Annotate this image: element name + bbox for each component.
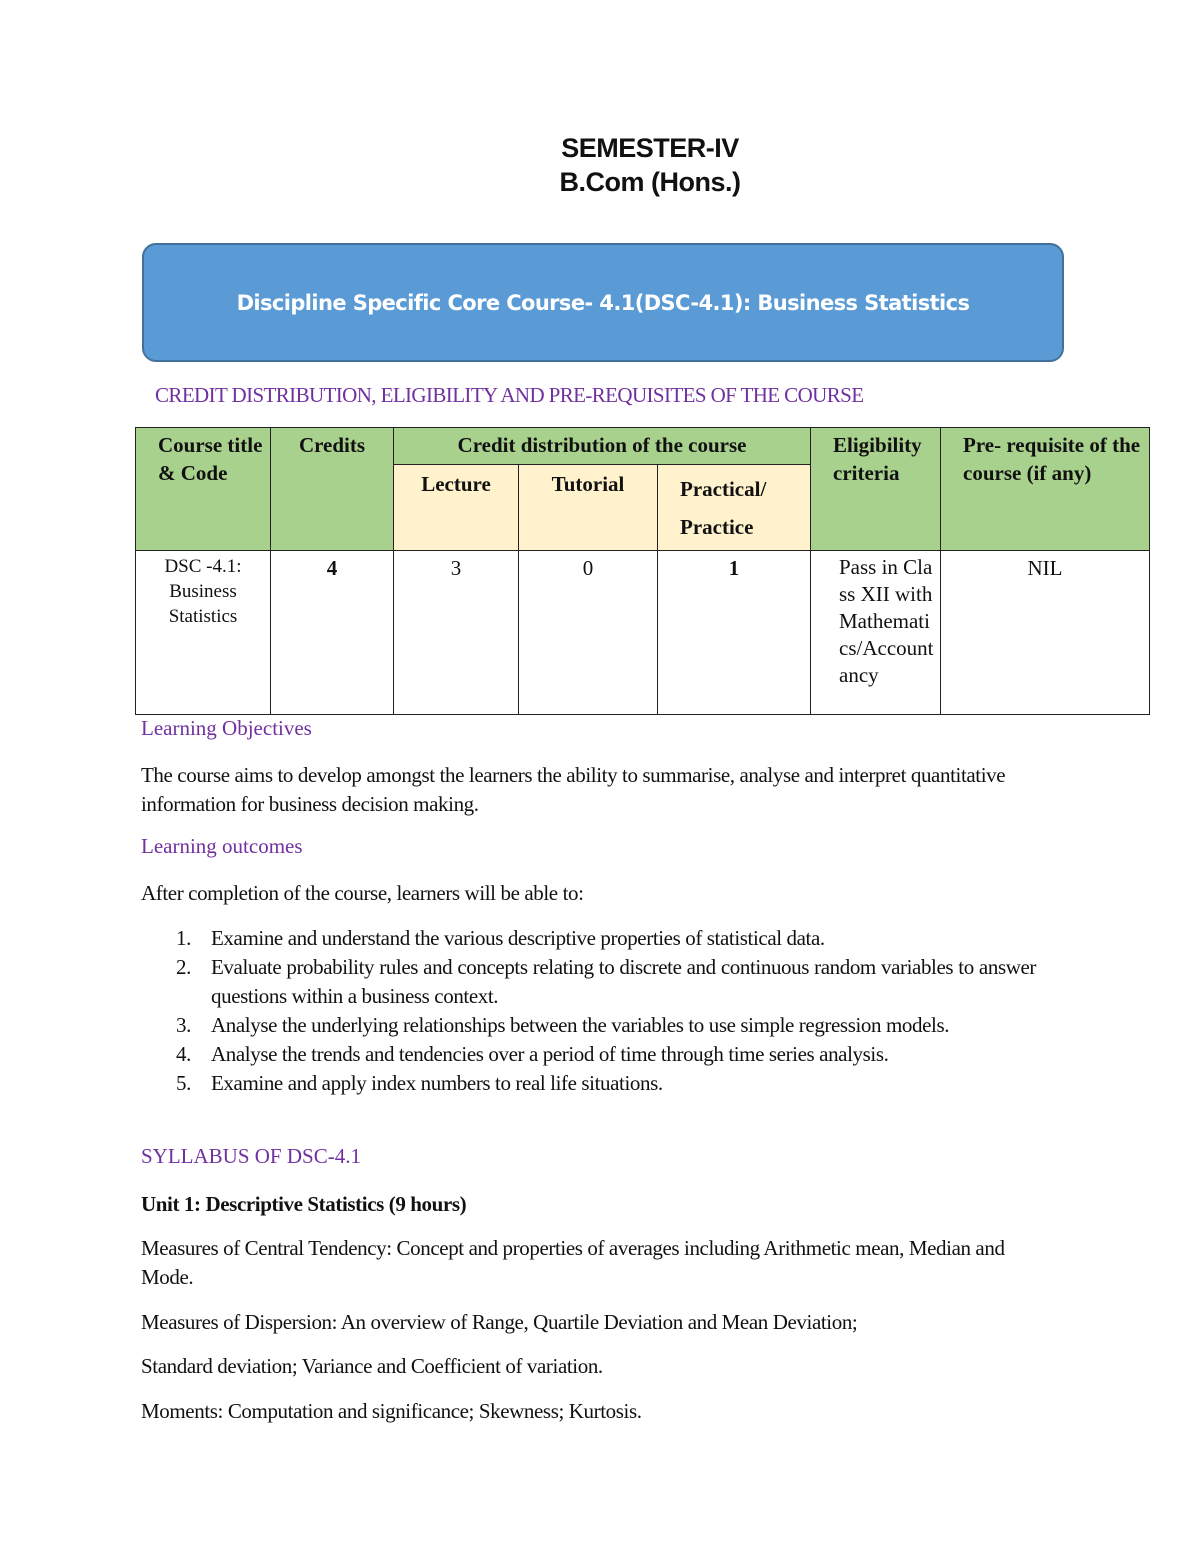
course-banner-text: Discipline Specific Core Course- 4.1(DSC-4.1): Business Statistics <box>236 290 970 315</box>
unit-title: Descriptive Statistics (9 hours) <box>205 1192 467 1216</box>
outcomes-heading: Learning outcomes <box>141 834 303 858</box>
syllabus-paragraph: Measures of Central Tendency: Concept and properties of averages including Arithmetic mean, Median and Mode. <box>141 1236 1005 1289</box>
syllabus-paragraph: Measures of Dispersion: An overview of Range, Quartile Deviation and Mean Deviation; <box>141 1310 858 1334</box>
list-item: 3. Analyse the underlying relationships between the variables to use simple regression models. <box>176 1013 950 1037</box>
list-item-text: Examine and apply index numbers to real life situations. <box>211 1071 663 1095</box>
cell-lecture: 3 <box>394 551 519 715</box>
header-distribution: Credit distribution of the course <box>394 428 811 465</box>
objectives-text: The course aims to develop amongst the learners the ability to summarise, analyse and interpret quantitative information for business decision making. <box>141 763 1006 816</box>
list-item-text: Analyse the underlying relationships between the variables to use simple regression models. <box>211 1013 950 1037</box>
header-eligibility: Eligibility criteria <box>811 428 941 551</box>
syllabus-paragraph: Moments: Computation and significance; Skewness; Kurtosis. <box>141 1399 642 1423</box>
header-lecture: Lecture <box>394 465 519 551</box>
header-prereq: Pre- requisite of the course (if any) <box>941 428 1150 551</box>
objectives-heading: Learning Objectives <box>141 716 312 740</box>
cell-course: DSC -4.1: Business Statistics <box>136 551 271 715</box>
list-item: 5. Examine and apply index numbers to real life situations. <box>176 1071 663 1095</box>
syllabus-heading: SYLLABUS OF DSC-4.1 <box>141 1144 361 1168</box>
header-credits: Credits <box>271 428 394 551</box>
header-course: Course title & Code <box>136 428 271 551</box>
list-item: 4. Analyse the trends and tendencies over a period of time through time series analysis. <box>176 1042 889 1066</box>
credit-table <box>135 427 1150 715</box>
list-item: 2. Evaluate probability rules and concepts relating to discrete and continuous random variables to answer questions within a business context. <box>176 955 1036 1008</box>
credit-heading: CREDIT DISTRIBUTION, ELIGIBILITY AND PRE-REQUISITES OF THE COURSE <box>155 383 864 407</box>
cell-practical: 1 <box>658 551 811 715</box>
unit-heading: Unit 1: Descriptive Statistics (9 hours) <box>141 1192 467 1216</box>
semester-title: SEMESTER-IV <box>561 133 739 163</box>
outcomes-list <box>141 924 1036 1098</box>
cell-credits: 4 <box>271 551 394 715</box>
list-item: 1. Examine and understand the various descriptive properties of statistical data. <box>176 926 825 950</box>
list-item-text: Analyse the trends and tendencies over a period of time through time series analysis. <box>211 1042 889 1066</box>
header-practical: Practical/ Practice <box>658 465 811 551</box>
outcomes-intro: After completion of the course, learners will be able to: <box>141 881 584 905</box>
program-title: B.Com (Hons.) <box>559 167 741 197</box>
cell-tutorial: 0 <box>519 551 658 715</box>
header-tutorial: Tutorial <box>519 465 658 551</box>
syllabus-paragraph: Standard deviation; Variance and Coefficient of variation. <box>141 1354 603 1378</box>
cell-prereq: NIL <box>941 551 1150 715</box>
unit-label: Unit 1 <box>141 1192 195 1216</box>
table-row <box>136 551 1150 715</box>
course-banner <box>142 243 1064 362</box>
list-item-text: Evaluate probability rules and concepts relating to discrete and continuous random variables to answer questions within a business context. <box>211 955 1036 1008</box>
list-item-text: Examine and understand the various descriptive properties of statistical data. <box>211 926 825 950</box>
cell-eligibility: Pass in Class XII with Mathematics/Accountancy <box>811 551 941 715</box>
